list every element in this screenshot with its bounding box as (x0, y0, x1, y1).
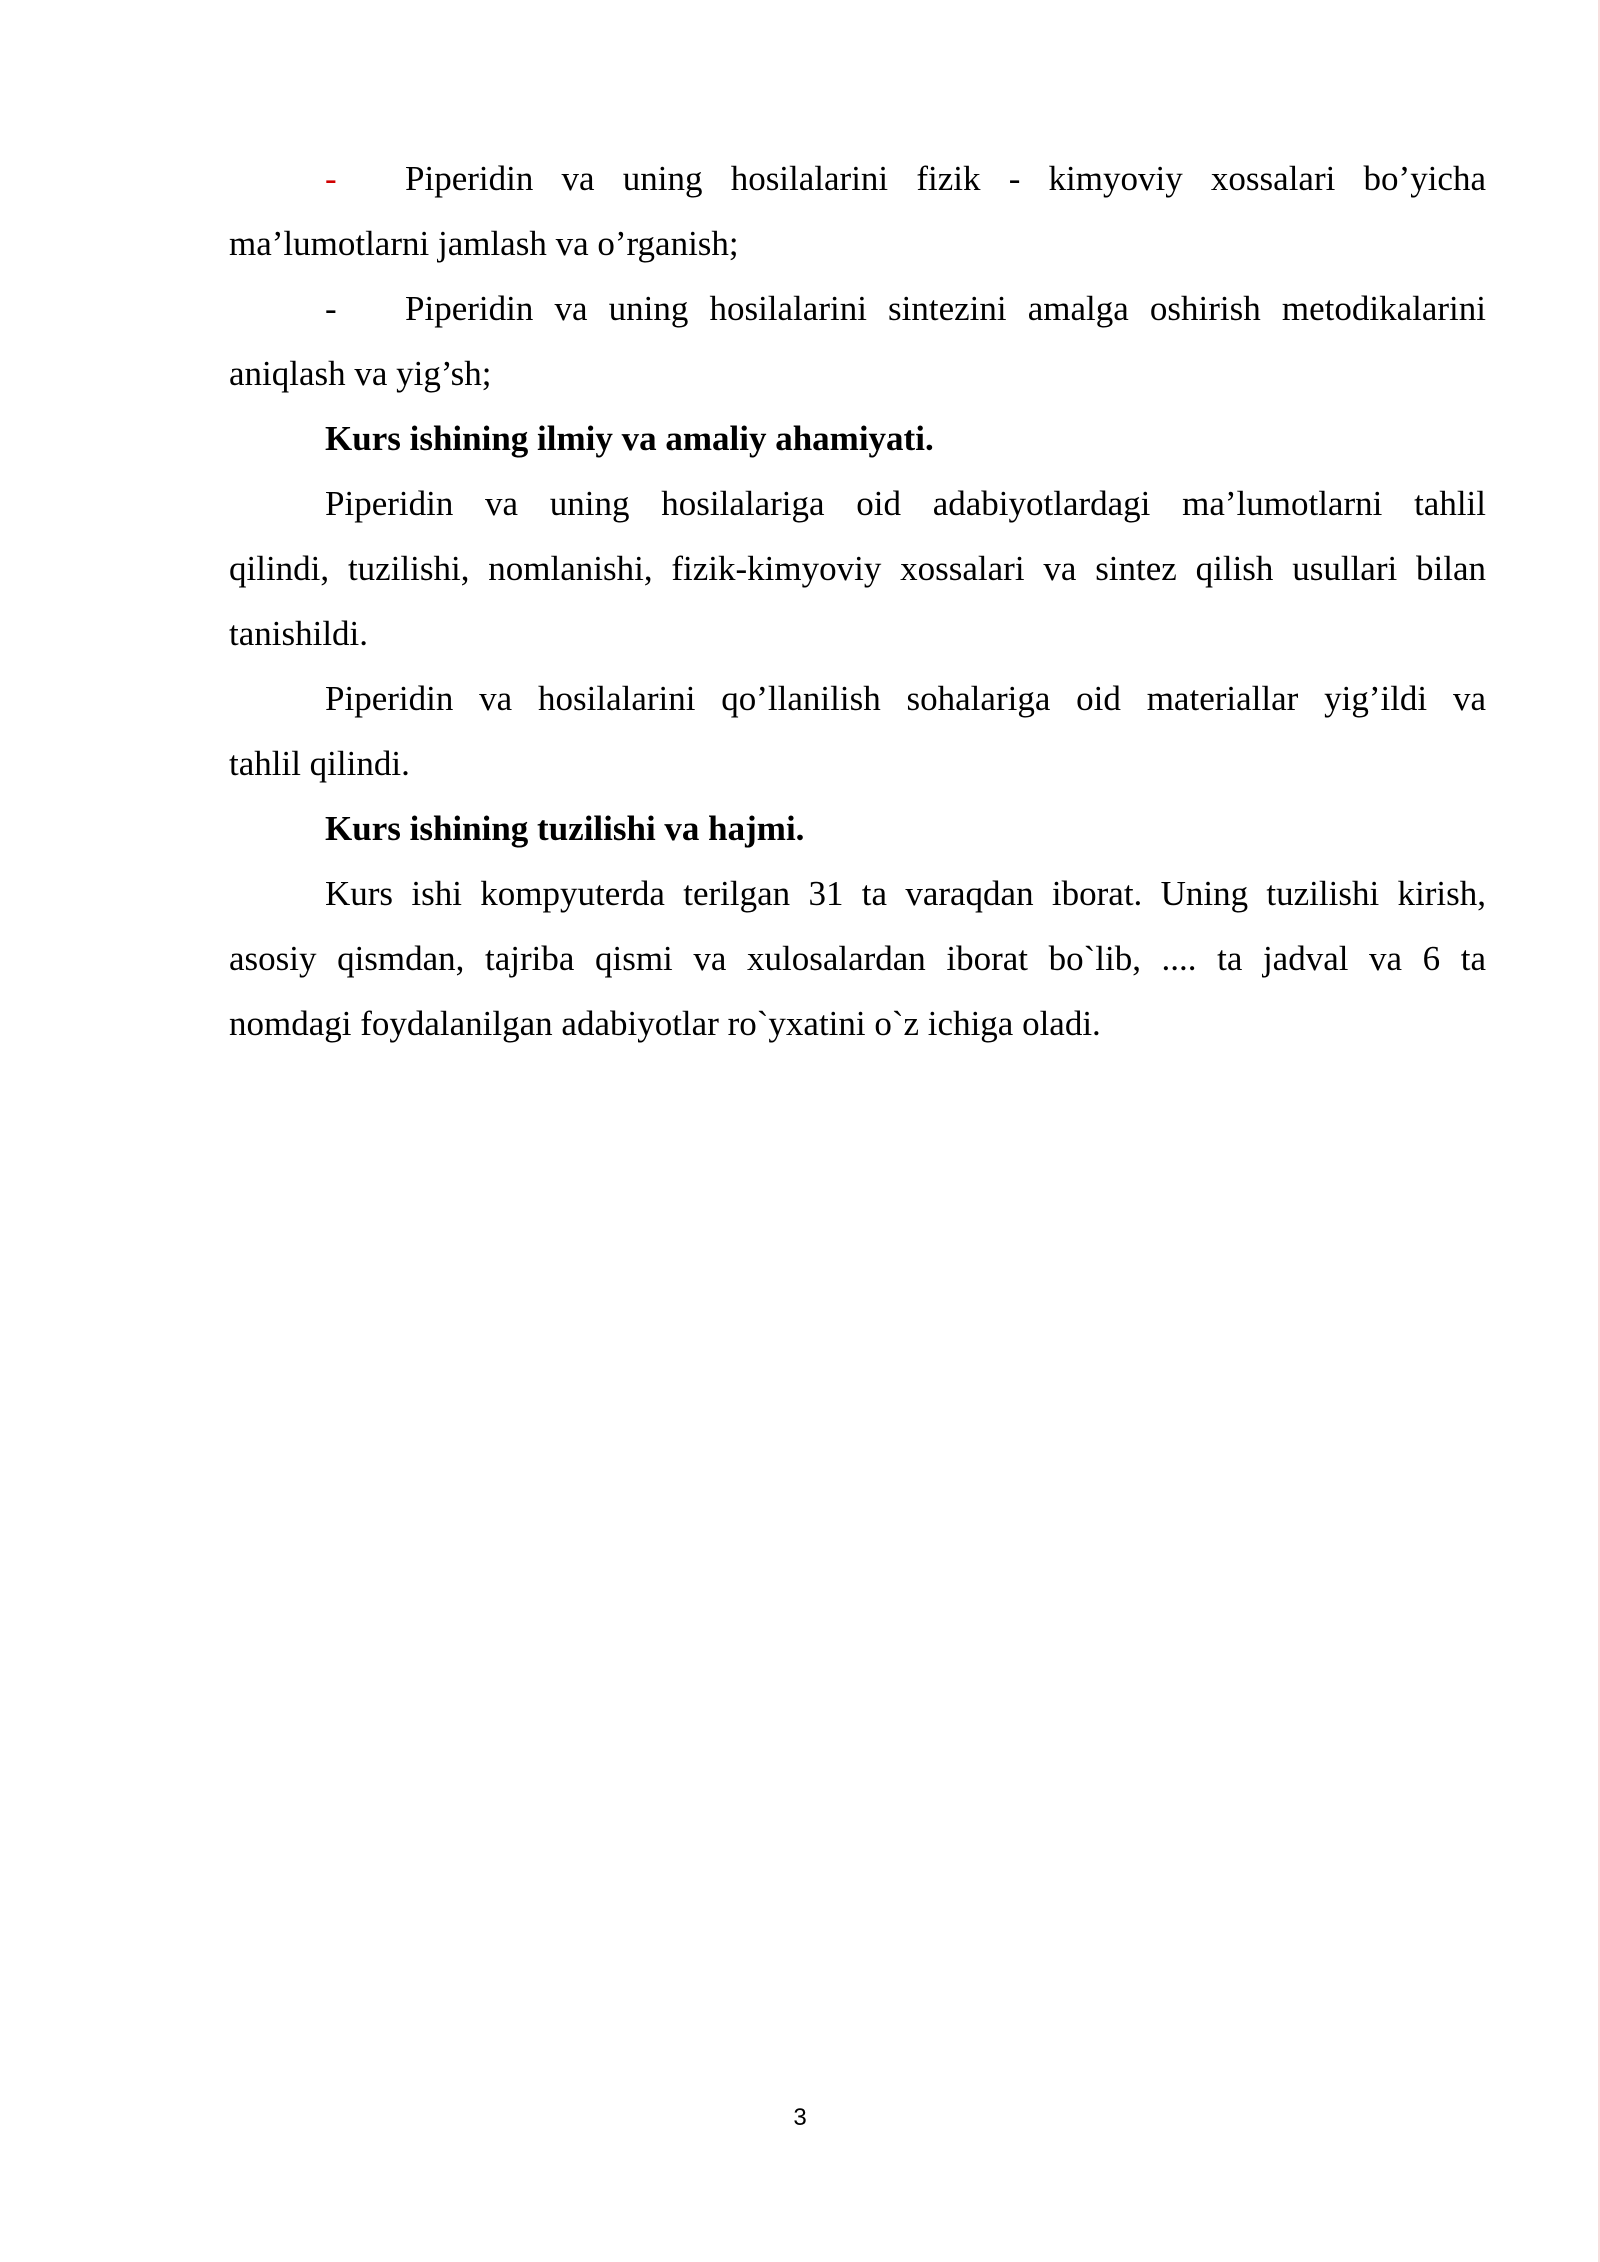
paragraph-structure-line-2: asosiy qismdan, tajriba qismi va xulosalardan iborat bo`lib, .... ta jadval va 6 ta (229, 939, 1486, 978)
bullet-item-1 (229, 146, 1486, 276)
bullet-item-1-line-2: ma’lumotlarni jamlash va o’rganish; (229, 224, 739, 263)
bullet-item-2-text-1: Piperidin va uning hosilalarini sintezini amalga oshirish metodikalarini (405, 289, 1486, 328)
bullet-item-2-line-2: aniqlash va yig’sh; (229, 354, 492, 393)
paragraph-materials-line-1: Piperidin va hosilalarini qo’llanilish sohalariga oid materiallar yig’ildi va (325, 679, 1486, 718)
bullet-item-2-line-1 (229, 276, 1486, 341)
paragraph-materials (229, 666, 1486, 796)
paragraph-structure-line-1: Kurs ishi kompyuterda terilgan 31 ta varaqdan iborat. Uning tuzilishi kirish, (325, 874, 1486, 913)
bullet-item-1-line-1 (229, 146, 1486, 211)
paragraph-structure (229, 861, 1486, 1056)
paragraph-analysis (229, 471, 1486, 666)
bullet-dash: - (325, 159, 337, 198)
section-heading-structure: Kurs ishining tuzilishi va hajmi. (325, 809, 805, 848)
section-heading-significance: Kurs ishining ilmiy va amaliy ahamiyati. (325, 419, 934, 458)
bullet-dash: - (325, 289, 337, 328)
paragraph-analysis-line-1: Piperidin va uning hosilalariga oid adabiyotlardagi ma’lumotlarni tahlil (325, 484, 1486, 523)
page-number: 3 (793, 2104, 807, 2131)
paragraph-analysis-line-2: qilindi, tuzilishi, nomlanishi, fizik-kimyoviy xossalari va sintez qilish usullari bilan (229, 549, 1486, 588)
document-page (229, 146, 1486, 1056)
paragraph-materials-line-2: tahlil qilindi. (229, 744, 410, 783)
bullet-item-2 (229, 276, 1486, 406)
paragraph-structure-line-3: nomdagi foydalanilgan adabiyotlar ro`yxatini o`z ichiga oladi. (229, 1004, 1101, 1043)
bullet-item-1-text-1: Piperidin va uning hosilalarini fizik - kimyoviy xossalari bo’yicha (405, 159, 1486, 198)
paragraph-analysis-line-3: tanishildi. (229, 614, 369, 653)
